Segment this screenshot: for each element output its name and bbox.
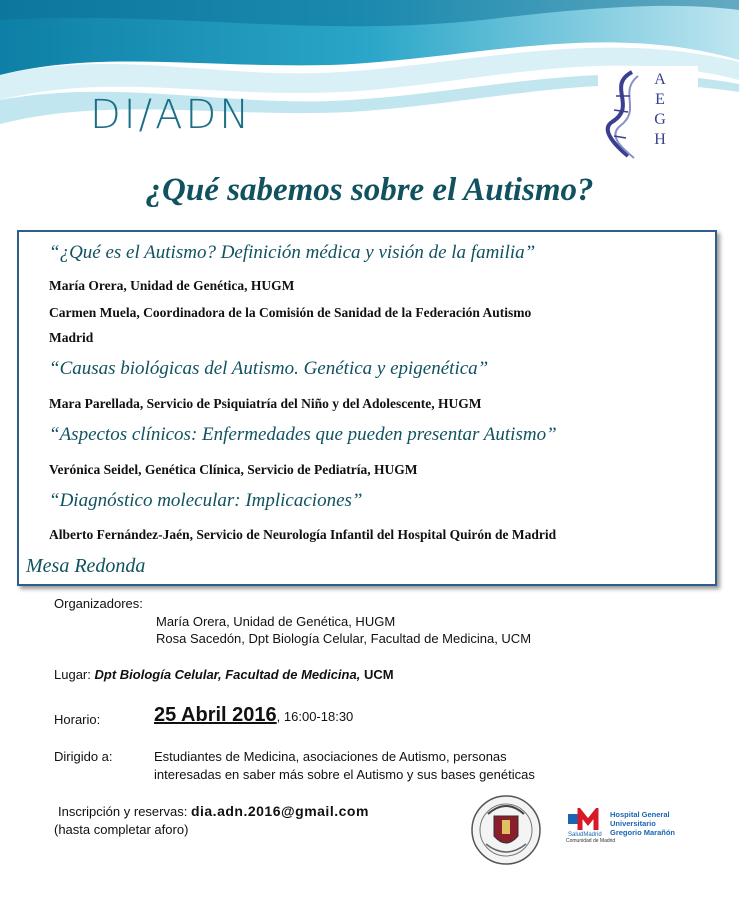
event-date: 25 Abril 2016	[154, 704, 277, 726]
speaker-2: Carmen Muela, Coordinadora de la Comisión de Sanidad de la Federación Autismo	[49, 305, 532, 320]
hospital-line-3: Gregorio Marañón	[610, 828, 676, 837]
lugar-value: Dpt Biología Celular, Facultad de Medicina,	[94, 667, 361, 682]
page-title: ¿Qué sabemos sobre el Autismo?	[145, 172, 594, 208]
mesa-redonda: Mesa Redonda	[26, 555, 146, 577]
organizer-2: Rosa Sacedón, Dpt Biología Celular, Facultad de Medicina, UCM	[156, 631, 532, 646]
salud-madrid-mark: SaludMadrid	[568, 832, 602, 838]
hospital-line-2: Universitario	[610, 819, 656, 828]
talk-title-3: “Aspectos clínicos: Enfermedades que pueden presentar Autismo”	[49, 424, 557, 445]
diadn-logo: DI/ADN	[90, 92, 253, 138]
talk-title-4: “Diagnóstico molecular: Implicaciones”	[49, 490, 363, 511]
inscripcion-label: Inscripción y reservas:	[58, 804, 188, 819]
horario-label: Horario:	[54, 712, 101, 727]
aegh-letter: H	[654, 131, 666, 148]
salud-madrid-icon	[566, 808, 606, 838]
talk-title-1: “¿Qué es el Autismo? Definición médica y visión de la familia”	[49, 242, 536, 263]
lugar-line	[54, 667, 394, 682]
program-box	[17, 230, 717, 586]
event-time: , 16:00-18:30	[276, 709, 354, 724]
talk-title-2: “Causas biológicas del Autismo. Genética y epigenética”	[49, 358, 489, 379]
contact-email[interactable]: dia.adn.2016@gmail.com	[190, 803, 369, 819]
speaker-2-cont: Madrid	[49, 330, 94, 345]
hospital-line-1: Hospital General	[610, 810, 670, 819]
speaker-5: Alberto Fernández-Jaén, Servicio de Neurología Infantil del Hospital Quirón de Madrid	[49, 527, 557, 542]
organizers-label: Organizadores:	[54, 596, 143, 611]
inscripcion-line	[58, 803, 369, 819]
aegh-letter: A	[654, 71, 666, 88]
dna-helix-icon	[598, 66, 648, 162]
aegh-letter: G	[654, 111, 666, 128]
speaker-3: Mara Parellada, Servicio de Psiquiatría del Niño y del Adolescente, HUGM	[49, 396, 482, 411]
organizer-1: María Orera, Unidad de Genética, HUGM	[156, 614, 396, 629]
aegh-logo	[598, 66, 698, 162]
horario-value	[154, 704, 353, 727]
aegh-letters	[650, 70, 670, 150]
dirigido-line-1: Estudiantes de Medicina, asociaciones de Autismo, personas	[154, 749, 507, 764]
hospital-logo	[566, 808, 706, 848]
lugar-suffix: UCM	[360, 667, 394, 682]
dirigido-line-2: interesadas en saber más sobre el Autismo y sus bases genéticas	[154, 767, 535, 782]
speaker-4: Verónica Seidel, Genética Clínica, Servicio de Pediatría, HUGM	[49, 462, 418, 477]
dirigido-label: Dirigido a:	[54, 749, 113, 764]
hospital-small-text: Comunidad de Madrid	[566, 838, 616, 844]
speaker-1: María Orera, Unidad de Genética, HUGM	[49, 278, 295, 293]
aegh-letter: E	[655, 91, 665, 108]
inscripcion-note: (hasta completar aforo)	[54, 822, 189, 837]
ucm-seal-icon	[464, 794, 548, 866]
hospital-name	[610, 810, 675, 837]
lugar-label: Lugar:	[54, 667, 91, 682]
